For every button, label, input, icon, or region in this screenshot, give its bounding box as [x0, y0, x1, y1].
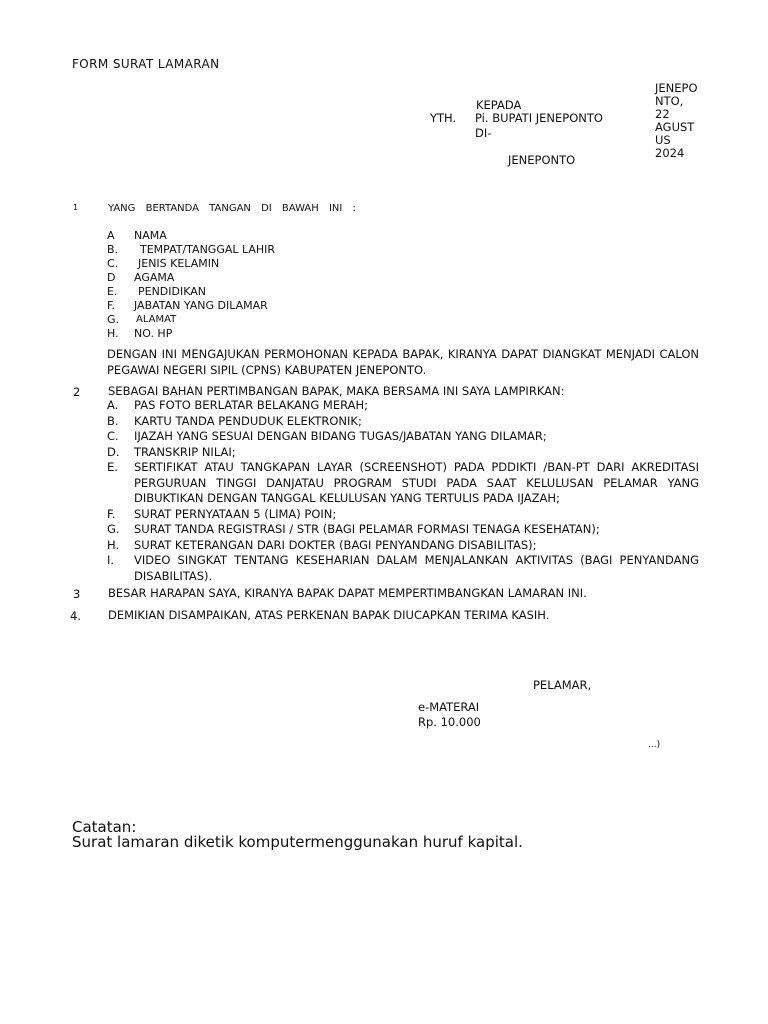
- section1-intro: YANG BERTANDA TANGAN DI BAWAH INI :: [108, 203, 356, 214]
- list-item: [107, 538, 699, 554]
- city: JENEPONTO: [508, 153, 576, 167]
- section2-intro: SEBAGAI BAHAN PERTIMBANGAN BAPAK, MAKA BERSAMA INI SAYA LAMPIRKAN:: [108, 384, 565, 398]
- list-item: [107, 507, 699, 523]
- attachment-key: G.: [107, 522, 120, 536]
- note-text: Surat lamaran diketik komputermenggunakan huruf kapital.: [72, 833, 523, 851]
- field-key: B.: [107, 243, 119, 256]
- kepada-label: KEPADA: [476, 98, 522, 112]
- field-key: G.: [107, 313, 120, 326]
- field-key: A: [107, 229, 115, 242]
- yth-label: YTH.: [430, 111, 457, 125]
- section1-number: 1: [73, 203, 79, 212]
- field-key: D: [107, 271, 116, 284]
- attachment-text: TRANSKRIP NILAI;: [134, 444, 236, 459]
- section4-text: DEMIKIAN DISAMPAIKAN, ATAS PERKENAN BAPAK DIUCAPKAN TERIMA KASIH.: [108, 608, 550, 622]
- list-item: [107, 414, 699, 430]
- attachment-text: KARTU TANDA PENDUDUK ELEKTRONIK;: [134, 413, 362, 428]
- list-item: [107, 522, 699, 538]
- date-line: NTO,: [655, 94, 684, 108]
- list-item: [107, 445, 699, 461]
- list-item: [107, 460, 699, 507]
- date-line: US: [655, 133, 671, 147]
- field-label: NO. HP: [134, 327, 173, 340]
- section4-number: 4.: [70, 609, 81, 623]
- attachment-key: I.: [107, 553, 115, 567]
- list-item: [107, 553, 699, 584]
- field-label: JABATAN YANG DILAMAR: [134, 299, 268, 312]
- attachment-key: H.: [107, 537, 120, 552]
- attachment-key: E.: [107, 460, 118, 474]
- signature-name-placeholder: ...): [648, 740, 661, 750]
- attachment-key: F.: [107, 506, 116, 521]
- list-item: [107, 429, 699, 445]
- field-label: PENDIDIKAN: [138, 285, 207, 298]
- attachment-key: C.: [107, 429, 119, 443]
- field-label: AGAMA: [134, 271, 175, 284]
- attachment-key: A.: [107, 398, 119, 412]
- attachment-text: SURAT PERNYATAAN 5 (LIMA) POIN;: [134, 506, 337, 521]
- field-key: H.: [107, 327, 119, 340]
- recipient: Pi. BUPATI JENEPONTO: [475, 111, 603, 125]
- attachment-text: PAS FOTO BERLATAR BELAKANG MERAH;: [134, 398, 369, 412]
- application-statement: DENGAN INI MENGAJUKAN PERMOHONAN KEPADA BAPAK, KIRANYA DAPAT DIANGKAT MENJADI CALON PEGAWAI NEGERI SIPIL (CPNS) KABUPATEN JENEPONTO.: [107, 347, 699, 377]
- date-line: AGUST: [655, 120, 695, 134]
- field-label: ALAMAT: [136, 314, 177, 325]
- note-title: Catatan:: [72, 818, 137, 836]
- section3-number: 3: [73, 587, 81, 601]
- section3-text: BESAR HARAPAN SAYA, KIRANYA BAPAK DAPAT MEMPERTIMBANGKAN LAMARAN INI.: [108, 586, 587, 600]
- attachment-key: D.: [107, 444, 120, 459]
- section2-number: 2: [73, 385, 81, 399]
- materai-label: e-MATERAI: [418, 700, 480, 714]
- field-key: F.: [107, 299, 116, 312]
- date-line: 2024: [655, 146, 685, 160]
- attachment-text: IJAZAH YANG SESUAI DENGAN BIDANG TUGAS/JABATAN YANG DILAMAR;: [134, 429, 547, 443]
- field-label: NAMA: [134, 229, 167, 242]
- attachment-text: SERTIFIKAT ATAU TANGKAPAN LAYAR (SCREENSHOT) PADA PDDIKTI /BAN-PT DARI AKREDITASI PERGURUAN TINGGI DANJATAU PROGRAM STUDI PADA SAAT KELULUSAN PELAMAR YANG DIBUKTIKAN DENGAN TANGGAL KELULUSAN YANG TERTULIS PADA IJAZAH;: [134, 460, 699, 505]
- date-line: 22: [655, 107, 670, 121]
- field-label: JENIS KELAMIN: [138, 257, 220, 270]
- attachment-text: SURAT KETERANGAN DARI DOKTER (BAGI PENYANDANG DISABILITAS);: [134, 537, 537, 552]
- field-label: TEMPAT/TANGGAL LAHIR: [140, 243, 276, 256]
- attachment-text: VIDEO SINGKAT TENTANG KESEHARIAN DALAM MENJALANKAN AKTIVITAS (BAGI PENYANDANG DISABILITAS).: [134, 553, 699, 583]
- field-key: E.: [107, 285, 118, 298]
- date-line: JENEPO: [655, 81, 698, 95]
- field-key: C.: [107, 257, 119, 270]
- date-block: [655, 82, 707, 160]
- di-label: DI-: [475, 126, 492, 140]
- signature-label: PELAMAR,: [533, 678, 592, 692]
- attachment-text: SURAT TANDA REGISTRASI / STR (BAGI PELAMAR FORMASI TENAGA KESEHATAN);: [134, 522, 600, 536]
- attachment-list: [107, 398, 699, 584]
- list-item: [107, 398, 699, 414]
- materai-amount: Rp. 10.000: [418, 715, 481, 729]
- attachment-key: B.: [107, 413, 119, 428]
- form-title: FORM SURAT LAMARAN: [72, 57, 220, 71]
